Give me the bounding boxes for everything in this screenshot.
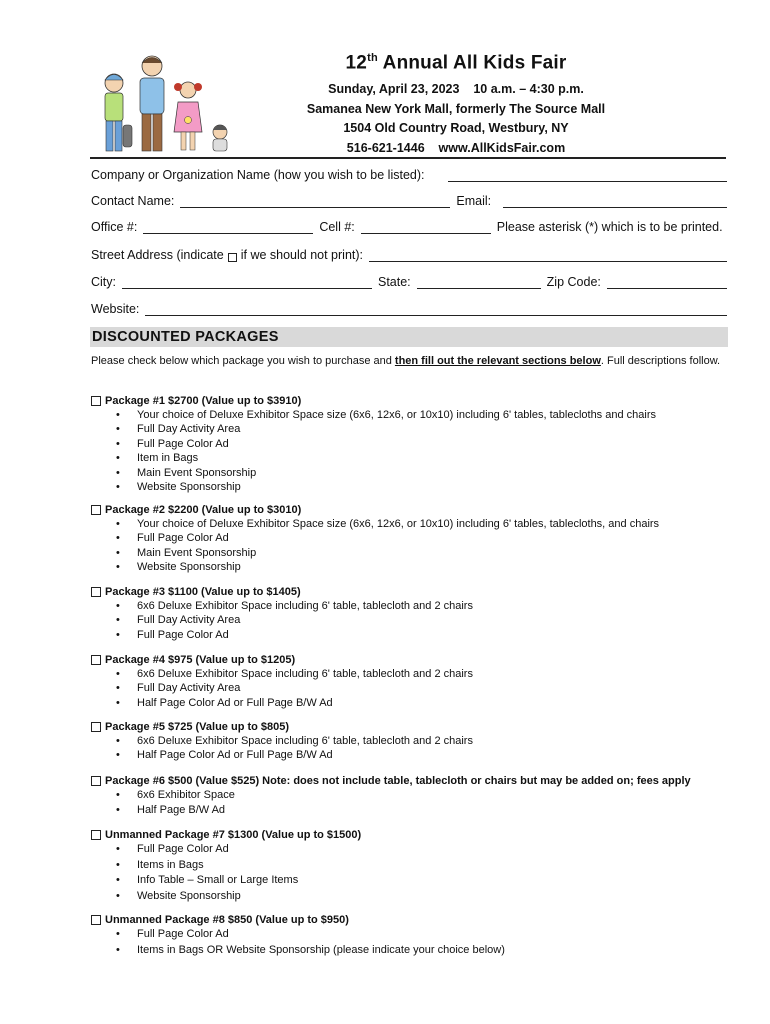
package-checkbox[interactable] <box>91 830 101 840</box>
intro-text-a: Please check below which package you wish to purchase and <box>91 355 395 367</box>
package-checkbox[interactable] <box>91 505 101 515</box>
list-item: • Main Event Sponsorship <box>116 466 257 479</box>
package-checkbox[interactable] <box>91 722 101 732</box>
package-block <box>91 774 731 818</box>
company-field[interactable] <box>448 168 727 182</box>
package-title: Unmanned Package #8 $850 (Value up to $950) <box>105 914 349 926</box>
company-label: Company or Organization Name (how you wish to be listed): <box>91 168 425 182</box>
list-item: • 6x6 Deluxe Exhibitor Space including 6' table, tablecloth and 2 chairs <box>116 668 473 680</box>
list-item: • 6x6 Exhibitor Space <box>116 789 235 801</box>
package-items <box>91 667 731 710</box>
event-venue: Samanea New York Mall, formerly The Source Mall <box>306 101 606 116</box>
city-label: City: <box>91 275 116 289</box>
package-block <box>91 720 731 763</box>
list-item: • Main Event Sponsorship <box>116 546 257 559</box>
package-items <box>91 517 731 575</box>
list-item: • Info Table – Small or Large Items <box>116 874 299 886</box>
package-block <box>91 585 731 642</box>
package-title: Package #5 $725 (Value up to $805) <box>105 721 290 733</box>
contact-name-label: Contact Name: <box>91 194 175 208</box>
list-item: • Half Page Color Ad or Full Page B/W Ad <box>116 696 333 709</box>
list-item: • Full Page Color Ad <box>116 437 229 450</box>
package-title: Package #4 $975 (Value up to $1205) <box>105 654 296 666</box>
website-field[interactable] <box>145 302 727 316</box>
street-label-a: Street Address (indicate <box>91 248 224 262</box>
phone-row <box>91 220 727 234</box>
email-label: Email: <box>456 194 492 208</box>
list-item: • Full Day Activity Area <box>116 682 241 695</box>
package-title: Package #6 $500 (Value $525) Note: does not include table, tablecloth or chairs but may be added on; fees apply <box>105 775 691 787</box>
list-item: • 6x6 Deluxe Exhibitor Space including 6' table, tablecloth and 2 chairs <box>116 600 473 612</box>
package-block <box>91 394 731 494</box>
website-label: Website: <box>91 302 140 316</box>
package-checkbox[interactable] <box>91 396 101 406</box>
email-field[interactable] <box>503 194 727 208</box>
state-field[interactable] <box>417 275 541 289</box>
event-date: Sunday, April 23, 2023 10 a.m. – 4:30 p.m. <box>328 82 584 97</box>
package-block <box>91 503 731 575</box>
section-intro <box>91 354 721 368</box>
intro-text-c: . Full descriptions follow. <box>600 355 721 367</box>
office-field[interactable] <box>143 220 313 234</box>
list-item: • Full Page Color Ad <box>116 843 229 855</box>
street-row <box>91 248 727 262</box>
package-title: Unmanned Package #7 $1300 (Value up to $1500) <box>105 829 362 841</box>
list-item: • 6x6 Deluxe Exhibitor Space including 6' table, tablecloth and 2 chairs <box>116 735 473 747</box>
package-checkbox[interactable] <box>91 776 101 786</box>
list-item: • Your choice of Deluxe Exhibitor Space size (6x6, 12x6, or 10x10) including 6' tables, tablecloths, and chairs <box>116 518 660 530</box>
list-item: • Full Day Activity Area <box>116 614 241 627</box>
state-label: State: <box>378 275 411 289</box>
list-item: • Half Page Color Ad or Full Page B/W Ad <box>116 749 333 762</box>
contact-row <box>91 194 727 208</box>
package-items <box>91 599 731 642</box>
package-checkbox[interactable] <box>91 587 101 597</box>
package-items <box>91 927 731 958</box>
zip-label: Zip Code: <box>546 275 601 289</box>
package-items <box>91 408 731 494</box>
cell-label: Cell #: <box>319 220 355 234</box>
package-block <box>91 913 731 958</box>
city-row <box>91 275 727 289</box>
event-address: 1504 Old Country Road, Westbury, NY <box>343 121 569 136</box>
package-checkbox[interactable] <box>91 915 101 925</box>
list-item: • Website Sponsorship <box>116 481 241 494</box>
package-title: Package #3 $1100 (Value up to $1405) <box>105 586 301 598</box>
event-contact: 516-621-1446 www.AllKidsFair.com <box>346 140 566 155</box>
website-row <box>91 302 727 316</box>
city-field[interactable] <box>122 275 372 289</box>
do-not-print-checkbox[interactable] <box>228 253 237 262</box>
cell-field[interactable] <box>361 220 491 234</box>
package-items <box>91 734 731 763</box>
list-item: • Your choice of Deluxe Exhibitor Space size (6x6, 12x6, or 10x10) including 6' tables, tablecloths and chairs <box>116 409 656 421</box>
package-block <box>91 653 731 710</box>
zip-field[interactable] <box>607 275 727 289</box>
header-divider <box>90 157 726 159</box>
intro-text-emphasis: then fill out the relevant sections below <box>394 355 601 367</box>
package-checkbox[interactable] <box>91 655 101 665</box>
event-title: 12th Annual All Kids Fair <box>345 52 567 74</box>
family-logo-illustration <box>92 50 242 156</box>
list-item: • Full Page Color Ad <box>116 532 229 545</box>
list-item: • Items in Bags OR Website Sponsorship (please indicate your choice below) <box>116 943 505 956</box>
section-title: DISCOUNTED PACKAGES <box>92 329 279 345</box>
package-block <box>91 828 731 904</box>
event-header <box>290 52 622 158</box>
list-item: • Full Page Color Ad <box>116 928 229 940</box>
section-header-bar <box>90 327 728 347</box>
street-label-b: if we should not print): <box>240 248 364 262</box>
list-item: • Half Page B/W Ad <box>116 804 226 817</box>
list-item: • Full Day Activity Area <box>116 423 241 436</box>
list-item: • Full Page Color Ad <box>116 628 229 641</box>
package-title: Package #2 $2200 (Value up to $3010) <box>105 504 302 516</box>
list-item: • Website Sponsorship <box>116 561 241 574</box>
street-field[interactable] <box>369 248 727 262</box>
company-row <box>91 168 727 182</box>
list-item: • Items in Bags <box>116 858 204 871</box>
asterisk-note: Please asterisk (*) which is to be printed. <box>496 220 723 234</box>
package-items <box>91 788 731 818</box>
office-label: Office #: <box>91 220 138 234</box>
list-item: • Item in Bags <box>116 452 199 465</box>
package-items <box>91 842 731 904</box>
package-title: Package #1 $2700 (Value up to $3910) <box>105 395 302 407</box>
list-item: • Website Sponsorship <box>116 889 241 902</box>
contact-name-field[interactable] <box>180 194 450 208</box>
